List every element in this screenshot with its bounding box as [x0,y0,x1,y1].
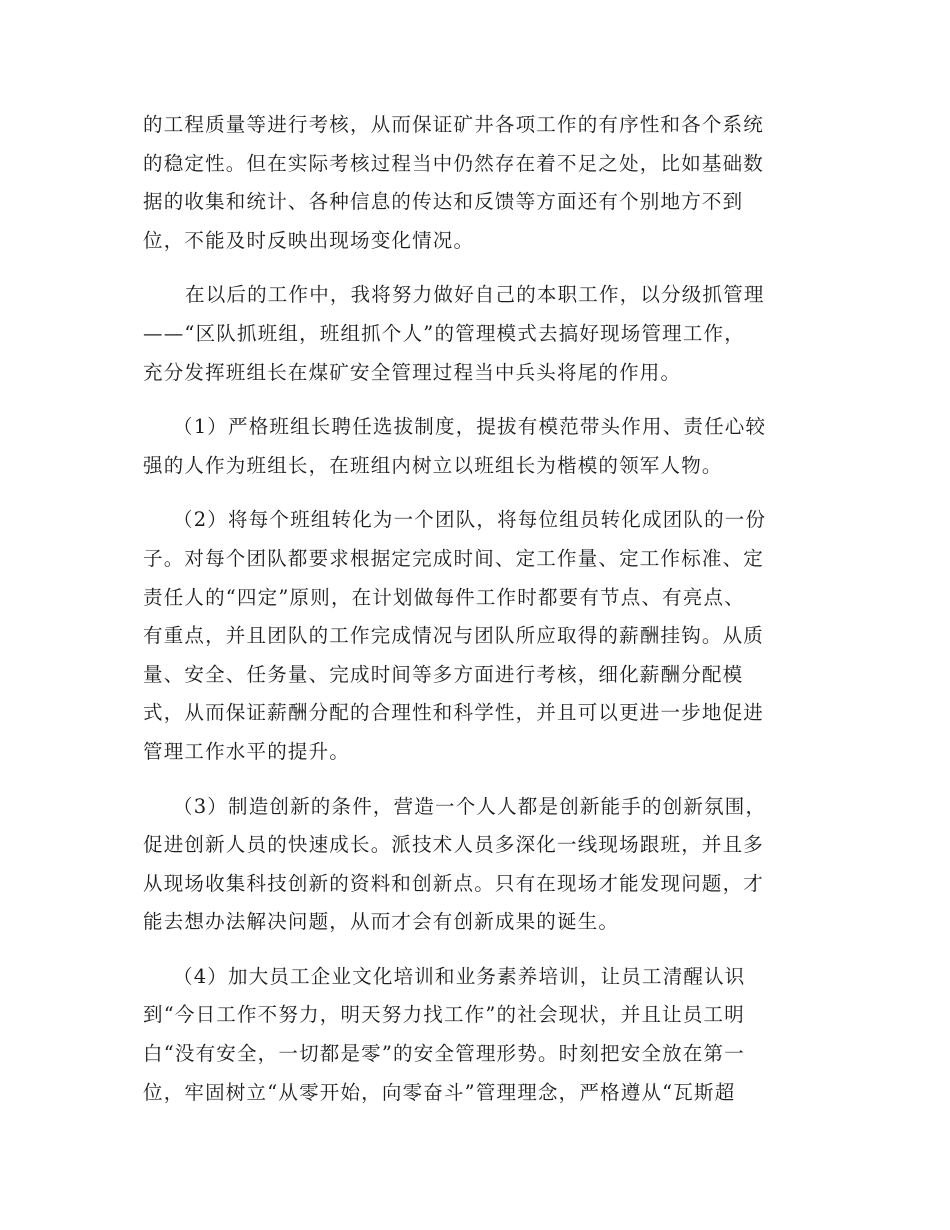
paragraph [143,106,809,260]
text-line: 强的人作为班组长，在班组内树立以班组长为楷模的领军人物。 [143,453,723,477]
text-line: 能去想办法解决问题，从而才会有创新成果的诞生。 [143,910,620,934]
text-line: 促进创新人员的快速成长。派技术人员多深化一线现场跟班，并且多 [143,833,765,857]
text-line: 式，从而保证薪酬分配的合理性和科学性，并且可以更进一步地促进 [143,701,765,725]
text-line: 有重点，并且团队的工作完成情况与团队所应取得的薪酬挂钩。从质 [143,624,765,648]
text-line: ——“区队抓班组，班组抓个人”的管理模式去搞好现场管理工作， [143,321,745,345]
text-line: （2）将每个班组转化为一个团队，将每位组员转化成团队的一份 [173,508,767,532]
paragraph [143,408,809,485]
text-line: 据的收集和统计、各种信息的传达和反馈等方面还有个别地方不到 [143,190,744,214]
text-line: （4）加大员工企业文化培训和业务素养培训，让员工清醒认识 [173,964,746,988]
paragraph [143,958,809,1112]
text-line: 从现场收集科技创新的资料和创新点。只有在现场才能发现问题，才 [143,871,765,895]
document-body [143,106,809,1128]
paragraph [143,501,809,771]
text-line: 白“没有安全，一切都是零”的安全管理形势。时刻把安全放在第一 [143,1042,745,1066]
text-line: 责任人的“四定”原则，在计划做每件工作时都要有节点、有亮点、 [143,585,745,609]
text-line: （1）严格班组长聘任选拔制度，提拔有模范带头作用、责任心较 [173,415,767,439]
paragraph [143,788,809,942]
text-line: 充分发挥班组长在煤矿安全管理过程当中兵头将尾的作用。 [143,360,682,384]
text-line: 在以后的工作中，我将努力做好自己的本职工作，以分级抓管理 [185,283,765,307]
text-line: （3）制造创新的条件，营造一个人人都是创新能手的创新氛围， [173,794,767,818]
text-line: 子。对每个团队都要求根据定完成时间、定工作量、定工作标准、定 [143,546,765,570]
paragraph [143,276,809,392]
text-line: 管理工作水平的提升。 [143,739,351,763]
text-line: 位，不能及时反映出现场变化情况。 [143,228,475,252]
text-line: 位，牢固树立“从零开始，向零奋斗”管理理念，严格遵从“瓦斯超 [143,1080,736,1104]
text-line: 到“今日工作不努力，明天努力找工作”的社会现状，并且让员工明 [143,1003,745,1027]
text-line: 的稳定性。但在实际考核过程当中仍然存在着不足之处，比如基础数 [143,151,765,175]
text-line: 的工程质量等进行考核，从而保证矿井各项工作的有序性和各个系统 [143,113,765,136]
text-line: 量、安全、任务量、完成时间等多方面进行考核，细化薪酬分配模 [143,662,744,686]
